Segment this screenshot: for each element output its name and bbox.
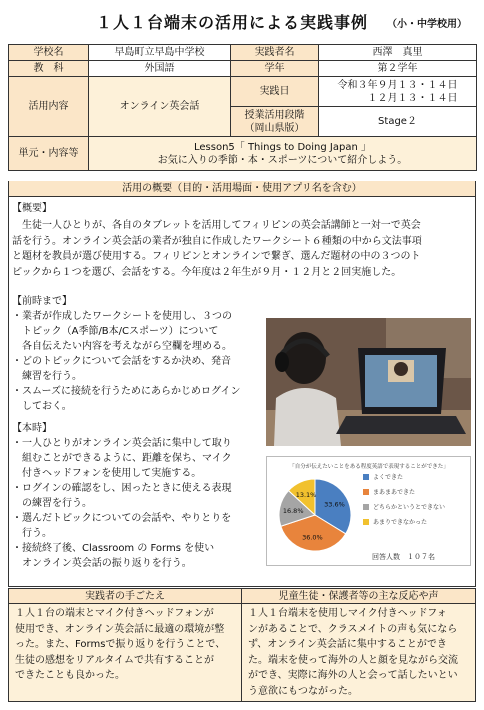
page-title: １人１台端末の活用による実践事例 — [96, 13, 369, 32]
teacher-response-line: 使用でき、オンライン英会話に最適の環境が整 — [15, 623, 225, 635]
date-line-1: 令和３年９月１３・１４日 — [337, 79, 458, 91]
legend-swatch — [363, 489, 369, 495]
subject-value: 外国語 — [89, 61, 231, 77]
student-response-line: ができ、実際に海外の人と会って話したいとい — [248, 670, 458, 681]
student-response-header: 児童生徒・保護者等の主な反応や声 — [242, 588, 476, 604]
during-heading: 【本時】 — [12, 423, 52, 434]
usage-label: 活用内容 — [9, 77, 89, 137]
teacher-response-line: できたことも良かった。 — [15, 670, 125, 681]
date-label: 実践日 — [231, 77, 319, 107]
date-line-2: １２月１３・１４日 — [367, 92, 458, 104]
student-response-line: １人１台端末を使用しマイク付きヘッドフォ — [248, 608, 447, 619]
chart-legend — [363, 474, 445, 526]
before-item: ・業者が作成したワークシートを使用し、３つの — [12, 311, 232, 322]
overview-line: 話を行う。オンライン英会話の業者が独自に作成したワークシート６種類の中から文法事項 — [12, 235, 422, 247]
legend-label: あまりできなかった — [373, 519, 428, 526]
teacher-label: 実践者名 — [231, 45, 319, 61]
student-response-panel — [242, 604, 476, 702]
respondents-count: 回答人数 １０７名 — [372, 553, 435, 561]
before-item: ・スムーズに接続を行うためにあらかじめログイン — [12, 386, 241, 397]
info-table — [8, 44, 477, 171]
teacher-response-line: １人１台の端末とマイク付きヘッドフォンが — [15, 608, 214, 619]
pie-slice-label: 36.0% — [302, 533, 323, 542]
chart-title: 「自分が伝えたいことをある程度英語で表現することができた」 — [289, 464, 449, 470]
before-item: 各自伝えたい内容を考えながら空欄を埋める。 — [12, 341, 232, 352]
during-item: の練習を行う。 — [12, 498, 92, 509]
grade-value: 第２学年 — [319, 61, 477, 77]
page-header — [0, 10, 484, 40]
stage-label-line-1: 授業活用段階 — [244, 109, 305, 121]
before-item: 練習を行う。 — [12, 371, 82, 382]
during-item: ・一人ひとりがオンライン英会話に集中して取り — [12, 438, 232, 449]
classroom-photo — [266, 318, 471, 446]
legend-label: どちらかというとできない — [373, 504, 446, 511]
student-laptop-illustration — [266, 318, 471, 446]
teacher-value: 西澤 真里 — [319, 45, 477, 61]
stage-value: Stage２ — [319, 107, 477, 137]
survey-chart — [266, 456, 471, 566]
student-response-line: た。端末を使って海外の人と顔を見ながら交流 — [248, 654, 458, 666]
during-item: 組むことができるように、距離を保ち、マイク — [12, 453, 232, 464]
overview-heading: 【概要】 — [12, 203, 52, 214]
usage-value: オンライン英会話 — [89, 77, 231, 137]
student-response-line: ず、オンライン英会話に集中することができ — [248, 639, 447, 650]
during-item: ・選んだトピックについての会話や、やりとりを — [12, 513, 232, 524]
during-list — [12, 436, 232, 571]
pie-slice-label: 33.6% — [324, 500, 345, 509]
teacher-response-line: 生徒の感想をリアルタイムで共有することが — [15, 654, 214, 666]
student-response-line: ンがあることで、クラスメイトの声も気になら — [248, 623, 458, 635]
overview-line: 生徒一人ひとりが、各自のタブレットを活用してフィリピンの英会話講師と一対一で英会 — [12, 220, 421, 231]
teacher-response-panel — [8, 604, 242, 702]
pie-slice-label: 16.8% — [282, 506, 304, 515]
pie-slice-label: 13.1% — [295, 491, 317, 500]
unit-line-1: Lesson5「 Things to Doing Japan 」 — [193, 141, 371, 153]
student-response-line: う意欲にもつながった。 — [248, 685, 358, 697]
during-item: 行う。 — [12, 528, 52, 539]
pie-chart — [267, 457, 472, 567]
legend-swatch — [363, 474, 369, 480]
during-item: 付きヘッドフォンを使用して実施する。 — [12, 468, 202, 479]
grade-label: 学年 — [231, 61, 319, 77]
during-item: ・ログインの確認をし、困ったときに使える表現 — [12, 483, 232, 494]
before-item: トピック（A季節/B本/Cスポーツ）について — [12, 326, 219, 337]
during-item: オンライン英会話の振り返りを行う。 — [12, 558, 192, 569]
school-value: 早島町立早島中学校 — [89, 45, 231, 61]
before-item: しておく。 — [12, 401, 72, 412]
date-value — [319, 77, 477, 107]
overview-line: ピックから１つを選び、会話をする。今年度は２年生が９月・１２月と２回実施した。 — [12, 266, 402, 278]
page-subtitle: （小・中学校用） — [387, 19, 467, 30]
stage-label-line-2: （岡山県版） — [244, 122, 305, 134]
unit-value — [89, 137, 477, 171]
before-item: ・どのトピックについて会話をするか決め、発音 — [12, 356, 231, 367]
overview-paragraph — [12, 218, 467, 280]
teacher-response-header: 実践者の手ごたえ — [8, 588, 242, 604]
school-label: 学校名 — [9, 45, 89, 61]
overview-header: 活用の概要（目的・活用場面・使用アプリ名を含む） — [8, 181, 476, 197]
unit-label: 単元・内容等 — [9, 137, 89, 171]
overview-line: と題材を教員が選び使用する。フィリピンとオンラインで繋ぎ、選んだ題材の中の３つのト — [12, 251, 421, 262]
pie-slices — [279, 479, 351, 551]
before-heading: 【前時まで】 — [12, 296, 72, 307]
legend-label: まあまあできた — [373, 489, 416, 496]
subject-label: 教 科 — [9, 61, 89, 77]
legend-swatch — [363, 519, 369, 525]
stage-label — [231, 107, 319, 137]
teacher-response-line: った。また、Formsで振り返りを行うことで、 — [15, 639, 226, 650]
before-list — [12, 309, 241, 414]
during-item: ・接続終了後、Classroom の Forms を使い — [12, 543, 215, 554]
legend-swatch — [363, 504, 369, 510]
unit-line-2: お気に入りの季節・本・スポーツについて紹介しよう。 — [157, 154, 408, 166]
legend-label: よくできた — [373, 474, 404, 481]
